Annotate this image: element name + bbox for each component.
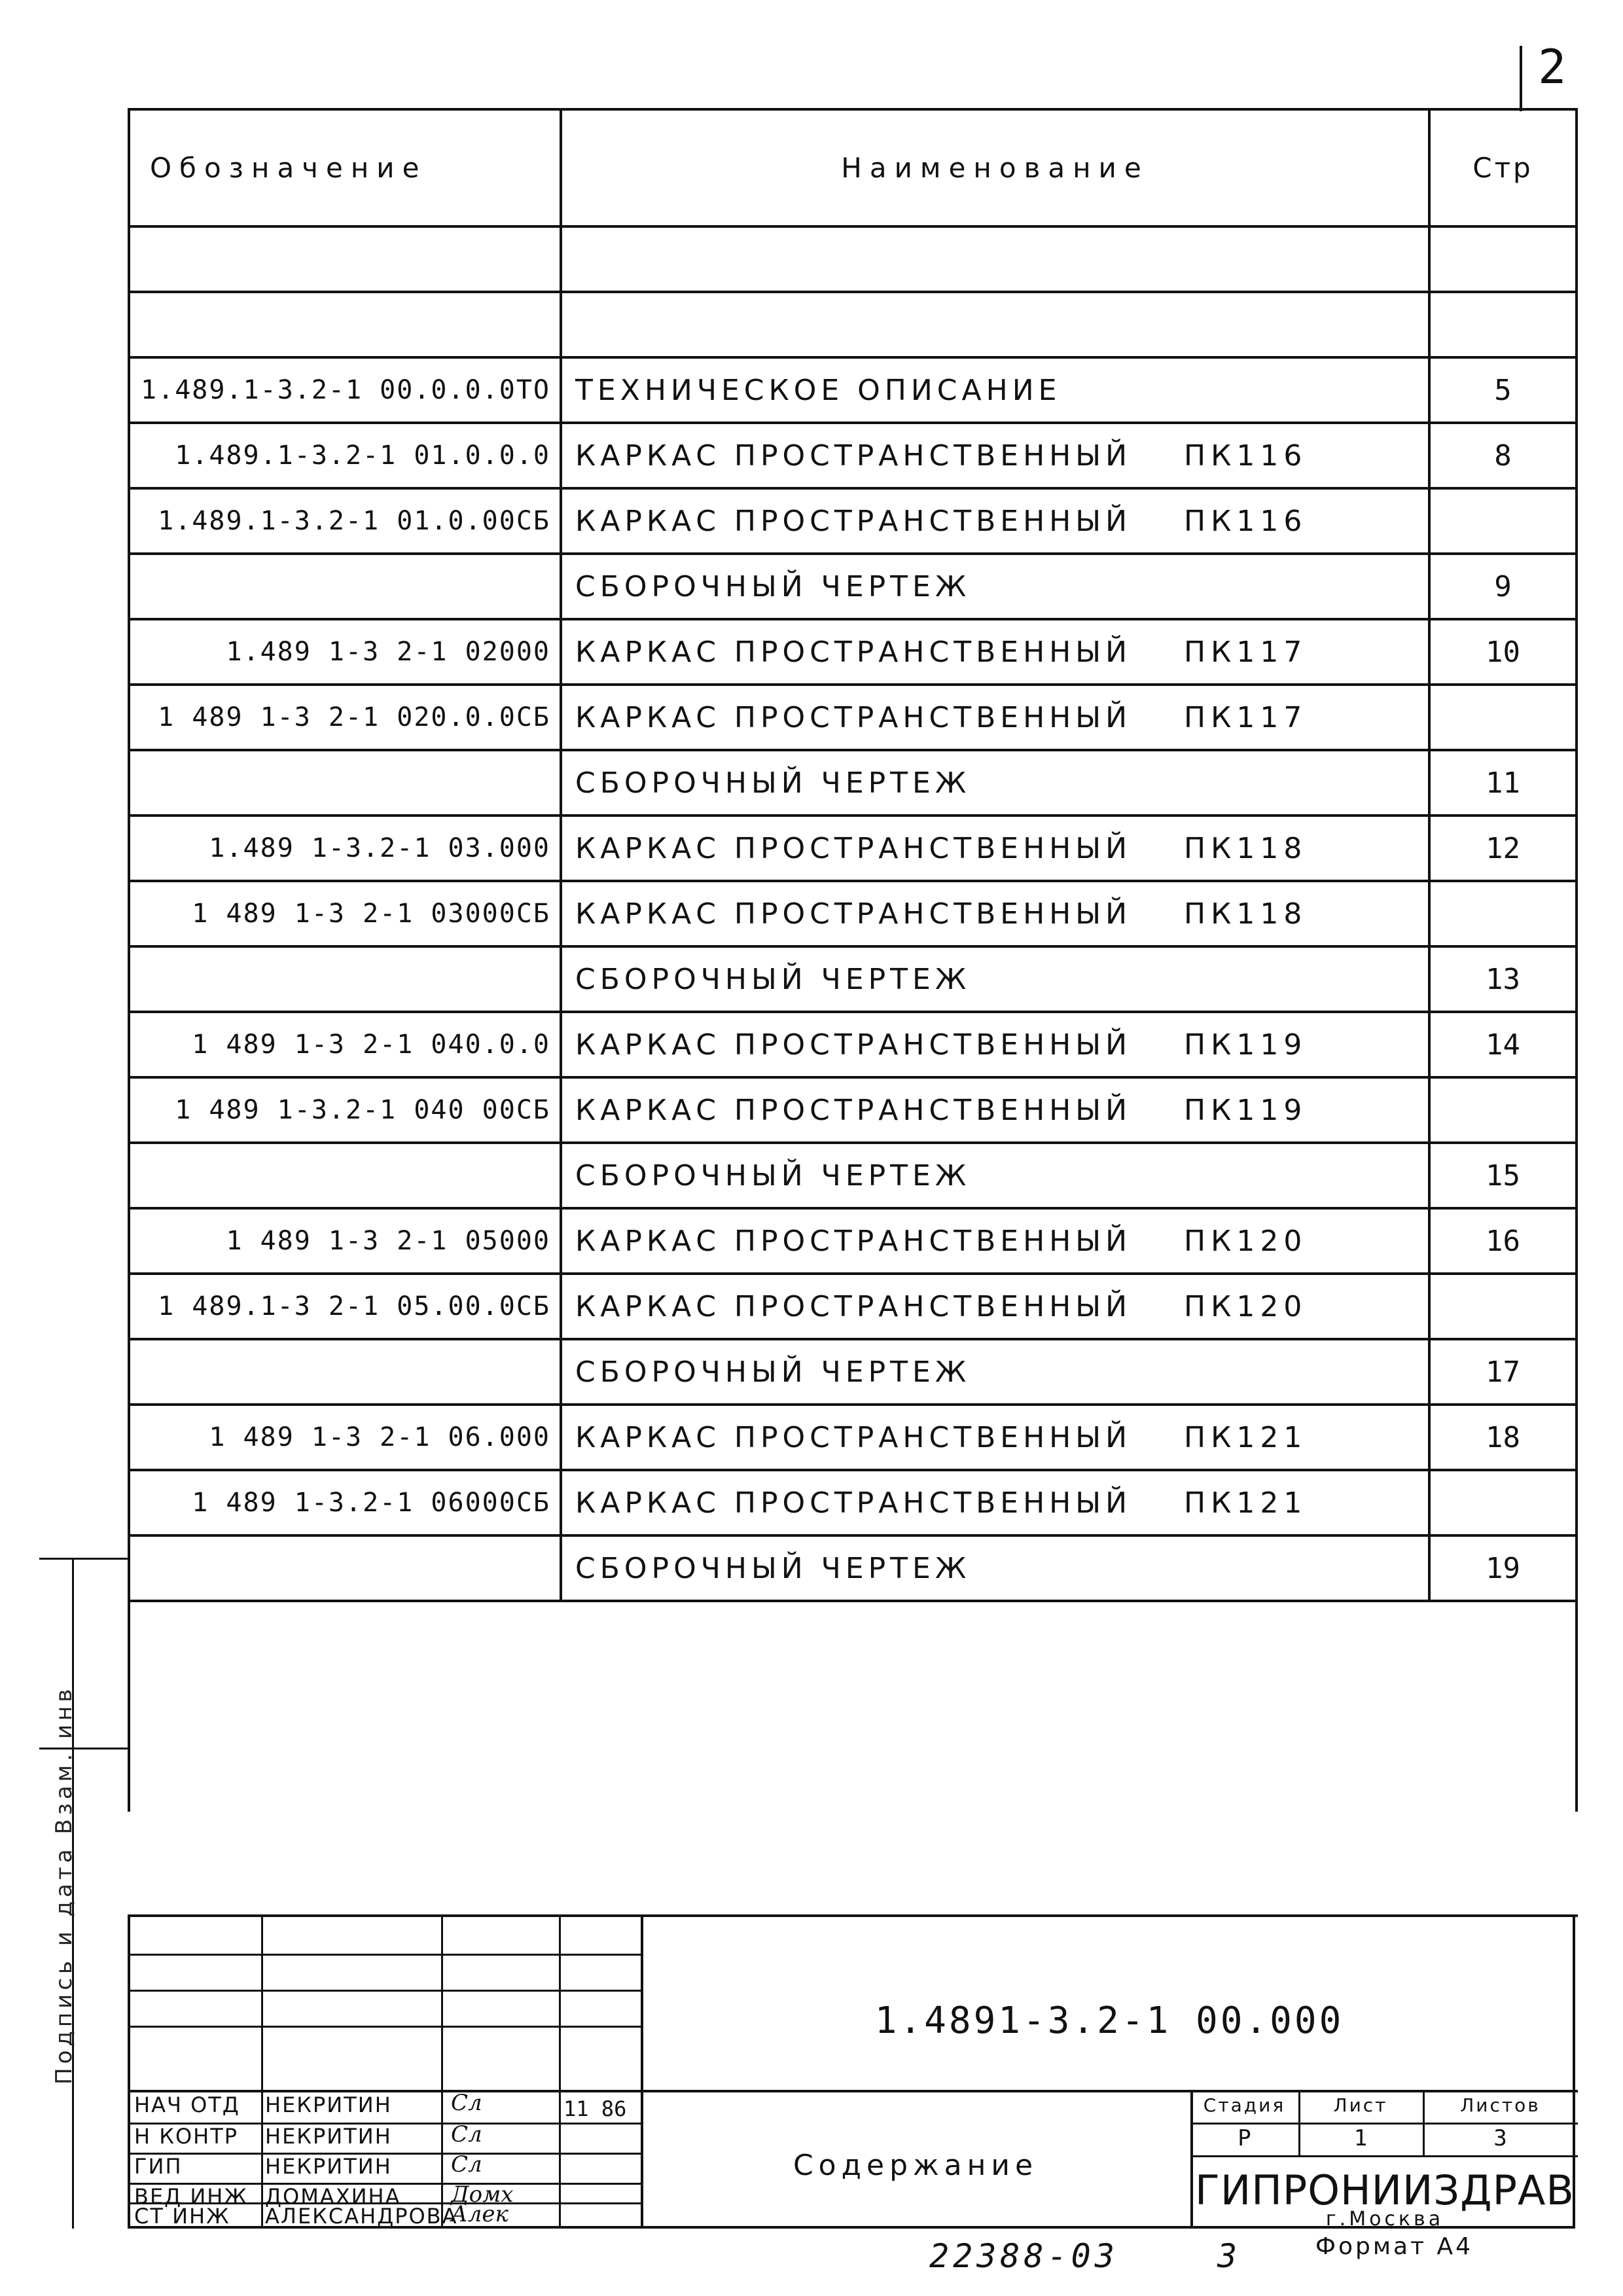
row-name-cell (561, 750, 1429, 816)
table-row (129, 685, 1577, 750)
table-row (129, 1535, 1577, 1601)
row-mark: ПК121 (1184, 1486, 1308, 1520)
row-designation: 1.489 1-3 2-1 02000 (129, 619, 561, 685)
row-name: СБОРОЧНЫЙ ЧЕРТЕЖ (575, 1551, 971, 1585)
blank-row (129, 226, 1577, 292)
approval-date: 11 86 (563, 2096, 627, 2121)
signature-name: НЕКРИТИН (265, 2154, 392, 2179)
row-name: СБОРОЧНЫЙ ЧЕРТЕЖ (575, 962, 971, 996)
row-name-cell (561, 881, 1429, 946)
handwritten-signature: Домх (451, 2181, 514, 2208)
row-designation: 1 489 1-3 2-1 05000 (129, 1208, 561, 1274)
table-row (129, 1143, 1577, 1208)
inventory-number: 22388-03 (929, 2237, 1118, 2275)
row-designation: 1 489 1-3 2-1 020.0.0СБ (129, 685, 561, 750)
row-mark: ПК116 (1184, 504, 1308, 538)
row-designation: 1.489.1-3.2-1 00.0.0.0ТО (129, 357, 561, 423)
table-row (129, 488, 1577, 554)
row-mark: ПК120 (1184, 1224, 1308, 1258)
paper-format: Формат А4 (1315, 2233, 1474, 2260)
row-designation (129, 1535, 561, 1601)
row-name-cell (561, 423, 1429, 488)
handwritten-signature: Сл (451, 2151, 482, 2178)
table-row (129, 554, 1577, 619)
document-title: Содержание (793, 2149, 1039, 2182)
table-row (129, 1012, 1577, 1077)
table-row (129, 619, 1577, 685)
row-designation (129, 750, 561, 816)
page-number: 2 (1538, 39, 1567, 94)
row-page (1429, 1077, 1577, 1143)
row-mark: ПК119 (1184, 1093, 1308, 1127)
signature-name: НЕКРИТИН (265, 2092, 392, 2117)
row-page: 10 (1429, 619, 1577, 685)
table-row (129, 1274, 1577, 1339)
row-page: 12 (1429, 816, 1577, 881)
row-name-cell (561, 357, 1429, 423)
row-page (1429, 685, 1577, 750)
row-name: КАРКАС ПРОСТРАНСТВЕННЫЙ (575, 700, 1132, 734)
table-row (129, 816, 1577, 881)
side-label: Подпись и дата Взам. инв (51, 1685, 77, 2085)
row-name: КАРКАС ПРОСТРАНСТВЕННЫЙ (575, 1224, 1132, 1258)
row-name: СБОРОЧНЫЙ ЧЕРТЕЖ (575, 569, 971, 603)
header-page: Стр (1429, 109, 1577, 226)
sheets-label: Листов (1460, 2094, 1541, 2116)
contents-table (128, 108, 1578, 1812)
row-name-cell (561, 1405, 1429, 1470)
row-page (1429, 1274, 1577, 1339)
row-name: КАРКАС ПРОСТРАНСТВЕННЫЙ (575, 1093, 1132, 1127)
row-name-cell (561, 488, 1429, 554)
row-name: КАРКАС ПРОСТРАНСТВЕННЫЙ (575, 635, 1132, 669)
organization-city: г.Москва (1325, 2208, 1444, 2231)
row-name: СБОРОЧНЫЙ ЧЕРТЕЖ (575, 1355, 971, 1389)
row-name-cell (561, 1012, 1429, 1077)
page-number-divider (1520, 46, 1522, 111)
row-name: КАРКАС ПРОСТРАНСТВЕННЫЙ (575, 504, 1132, 538)
signature-role: ВЕД ИНЖ (134, 2184, 248, 2209)
signature-role: ГИП (134, 2154, 183, 2179)
row-designation: 1.489 1-3.2-1 03.000 (129, 816, 561, 881)
row-name: КАРКАС ПРОСТРАНСТВЕННЫЙ (575, 1420, 1132, 1454)
row-mark: ПК120 (1184, 1289, 1308, 1323)
organization-name: ГИПРОНИИЗДРАВ (1195, 2166, 1575, 2214)
handwritten-signature: Алек (451, 2201, 508, 2227)
table-row (129, 357, 1577, 423)
row-designation: 1 489 1-3 2-1 03000СБ (129, 881, 561, 946)
document-code: 1.4891-3.2-1 00.000 (874, 2000, 1344, 2042)
row-mark: ПК121 (1184, 1420, 1308, 1454)
row-mark: ПК119 (1184, 1028, 1308, 1062)
table-row (129, 1339, 1577, 1405)
row-designation (129, 1339, 561, 1405)
row-designation: 1.489.1-3.2-1 01.0.00СБ (129, 488, 561, 554)
stage-value: Р (1238, 2125, 1251, 2151)
row-designation: 1 489.1-3 2-1 05.00.0СБ (129, 1274, 561, 1339)
row-mark: ПК117 (1184, 635, 1308, 669)
signature-role: НАЧ ОТД (134, 2092, 240, 2117)
row-page: 13 (1429, 946, 1577, 1012)
row-page: 15 (1429, 1143, 1577, 1208)
row-designation (129, 554, 561, 619)
sheets-value: 3 (1493, 2125, 1507, 2151)
table-row (129, 423, 1577, 488)
row-name-cell (561, 1143, 1429, 1208)
row-name-cell (561, 685, 1429, 750)
row-name-cell (561, 1274, 1429, 1339)
signature-name: НЕКРИТИН (265, 2124, 392, 2149)
table-row (129, 1208, 1577, 1274)
row-page: 14 (1429, 1012, 1577, 1077)
row-page: 11 (1429, 750, 1577, 816)
row-name: КАРКАС ПРОСТРАНСТВЕННЫЙ (575, 897, 1132, 931)
signature-role: Н КОНТР (134, 2124, 239, 2149)
row-name: КАРКАС ПРОСТРАНСТВЕННЫЙ (575, 1289, 1132, 1323)
row-mark: ПК118 (1184, 831, 1308, 865)
row-name-cell (561, 1535, 1429, 1601)
row-name-cell (561, 946, 1429, 1012)
row-name-cell (561, 1208, 1429, 1274)
row-mark: ПК117 (1184, 700, 1308, 734)
title-block (128, 1914, 1575, 2229)
row-name: СБОРОЧНЫЙ ЧЕРТЕЖ (575, 1158, 971, 1193)
row-name: КАРКАС ПРОСТРАНСТВЕННЫЙ (575, 1028, 1132, 1062)
table-header-row (129, 109, 1577, 226)
row-designation (129, 946, 561, 1012)
row-name: СБОРОЧНЫЙ ЧЕРТЕЖ (575, 766, 971, 800)
table-row (129, 946, 1577, 1012)
row-name: КАРКАС ПРОСТРАНСТВЕННЫЙ (575, 1486, 1132, 1520)
blank-row (129, 292, 1577, 357)
row-page: 5 (1429, 357, 1577, 423)
row-name-cell (561, 554, 1429, 619)
row-page (1429, 488, 1577, 554)
table-row (129, 881, 1577, 946)
sheet-label: Лист (1333, 2094, 1388, 2116)
table-row (129, 1077, 1577, 1143)
row-name: КАРКАС ПРОСТРАНСТВЕННЫЙ (575, 831, 1132, 865)
row-page: 16 (1429, 1208, 1577, 1274)
row-page: 19 (1429, 1535, 1577, 1601)
row-page (1429, 881, 1577, 946)
signature-name: АЛЕКСАНДРОВА (265, 2204, 458, 2229)
row-page (1429, 1470, 1577, 1535)
row-page: 17 (1429, 1339, 1577, 1405)
row-name-cell (561, 619, 1429, 685)
row-designation: 1 489 1-3 2-1 06.000 (129, 1405, 561, 1470)
table-row (129, 1405, 1577, 1470)
header-name: Наименование (561, 109, 1429, 226)
row-name: КАРКАС ПРОСТРАНСТВЕННЫЙ (575, 439, 1132, 473)
row-designation: 1 489 1-3.2-1 06000СБ (129, 1470, 561, 1535)
signature-name: ДОМАХИНА (265, 2184, 401, 2209)
footer-sheet-number: 3 (1217, 2237, 1238, 2275)
stage-label: Стадия (1203, 2094, 1286, 2116)
row-name-cell (561, 816, 1429, 881)
table-row (129, 1470, 1577, 1535)
row-designation: 1 489 1-3 2-1 040.0.0 (129, 1012, 561, 1077)
handwritten-signature: Сл (451, 2090, 482, 2116)
row-name-cell (561, 1470, 1429, 1535)
spacer-row (129, 1601, 1577, 1812)
row-name-cell (561, 1339, 1429, 1405)
signature-role: СТ ИНЖ (134, 2204, 230, 2229)
table-row (129, 750, 1577, 816)
row-designation: 1 489 1-3.2-1 040 00СБ (129, 1077, 561, 1143)
row-designation: 1.489.1-3.2-1 01.0.0.0 (129, 423, 561, 488)
row-page: 9 (1429, 554, 1577, 619)
row-name: ТЕХНИЧЕСКОЕ ОПИСАНИЕ (575, 373, 1061, 407)
sheet-value: 1 (1353, 2125, 1368, 2151)
row-page: 18 (1429, 1405, 1577, 1470)
row-designation (129, 1143, 561, 1208)
row-name-cell (561, 1077, 1429, 1143)
row-mark: ПК118 (1184, 897, 1308, 931)
row-mark: ПК116 (1184, 439, 1308, 473)
handwritten-signature: Сл (451, 2121, 482, 2147)
header-designation: Обозначение (129, 109, 561, 226)
row-page: 8 (1429, 423, 1577, 488)
